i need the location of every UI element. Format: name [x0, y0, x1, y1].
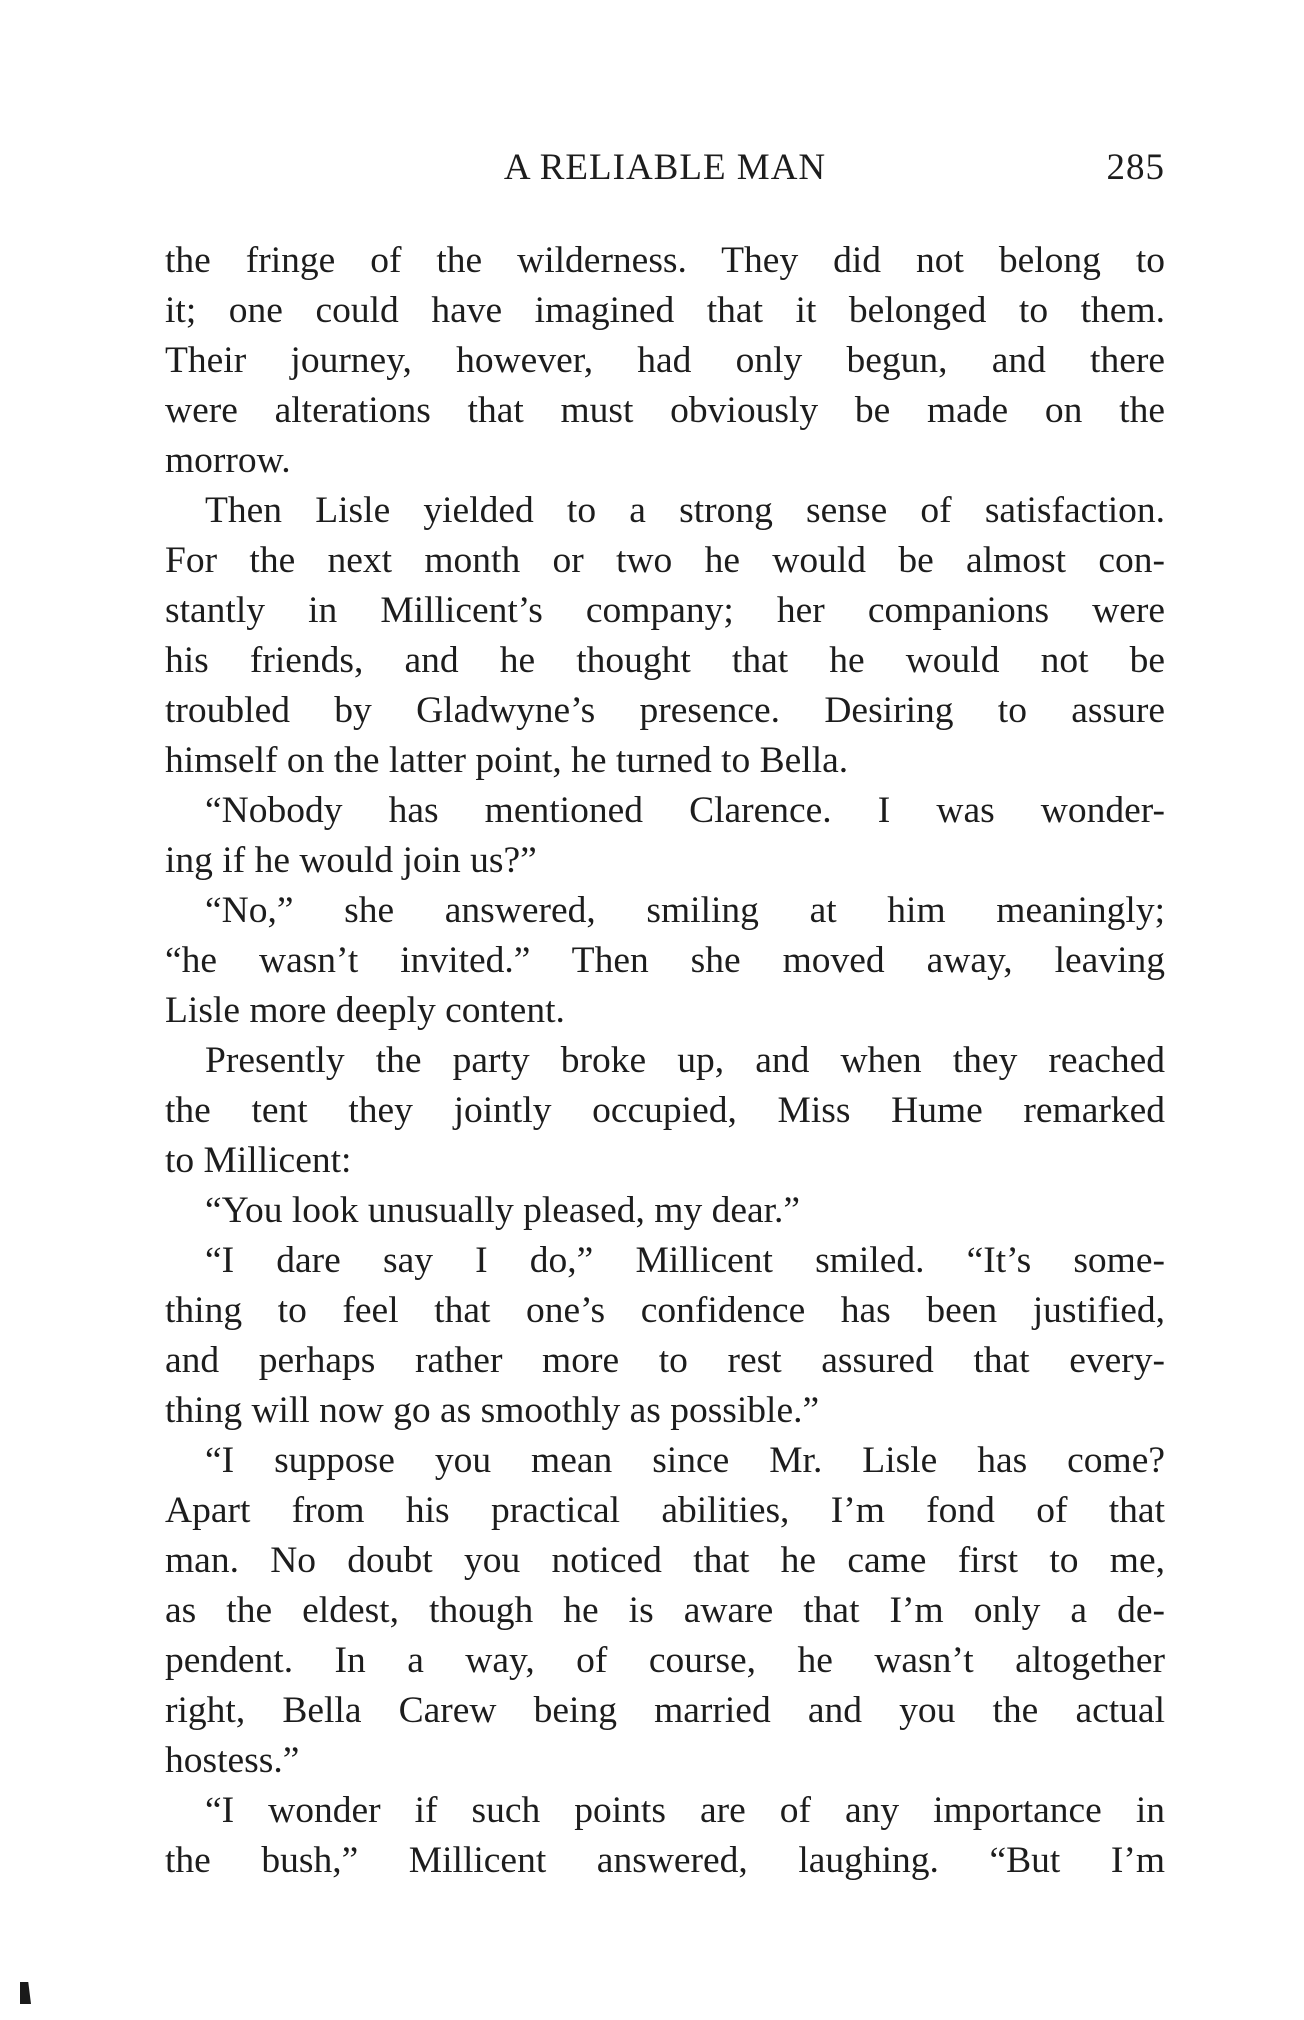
- text-line: the bush,” Millicent answered, laughing. “But I’m: [165, 1840, 1165, 1881]
- scan-mark-icon: [20, 1982, 31, 2004]
- text-line: “I suppose you mean since Mr. Lisle has come?: [205, 1440, 1165, 1481]
- text-line: “I dare say I do,” Millicent smiled. “It’s some-: [205, 1240, 1165, 1281]
- body-text: [165, 236, 1165, 1886]
- text-line: Presently the party broke up, and when they reached: [205, 1040, 1165, 1081]
- running-header: [165, 146, 1165, 194]
- text-line: troubled by Gladwyne’s presence. Desiring to assure: [165, 690, 1165, 731]
- text-line: the tent they jointly occupied, Miss Hume remarked: [165, 1090, 1165, 1131]
- chapter-title: A RELIABLE MAN: [503, 147, 827, 188]
- text-line: to Millicent:: [165, 1140, 352, 1181]
- text-line: and perhaps rather more to rest assured that every-: [165, 1340, 1165, 1381]
- text-line: For the next month or two he would be almost con-: [165, 540, 1165, 581]
- text-line: “Nobody has mentioned Clarence. I was wonder-: [205, 790, 1165, 831]
- text-line: morrow.: [165, 440, 291, 481]
- text-line: “You look unusually pleased, my dear.”: [205, 1190, 801, 1231]
- text-line: “I wonder if such points are of any importance in: [205, 1790, 1165, 1831]
- text-line: Their journey, however, had only begun, and there: [165, 340, 1165, 381]
- text-line: stantly in Millicent’s company; her companions were: [165, 590, 1165, 631]
- text-line: himself on the latter point, he turned to Bella.: [165, 740, 849, 781]
- text-line: right, Bella Carew being married and you the actual: [165, 1690, 1165, 1731]
- text-line: his friends, and he thought that he would not be: [165, 640, 1165, 681]
- text-line: “he wasn’t invited.” Then she moved away, leaving: [165, 940, 1165, 981]
- text-line: Lisle more deeply content.: [165, 990, 565, 1031]
- text-line: Apart from his practical abilities, I’m fond of that: [165, 1490, 1165, 1531]
- text-line: pendent. In a way, of course, he wasn’t altogether: [165, 1640, 1165, 1681]
- text-line: Then Lisle yielded to a strong sense of satisfaction.: [205, 490, 1165, 531]
- text-line: hostess.”: [165, 1740, 300, 1781]
- text-line: the fringe of the wilderness. They did not belong to: [165, 240, 1165, 281]
- page-number: 285: [1106, 147, 1165, 188]
- text-line: it; one could have imagined that it belonged to them.: [165, 290, 1165, 331]
- text-line: as the eldest, though he is aware that I’m only a de-: [165, 1590, 1165, 1631]
- text-line: ing if he would join us?”: [165, 840, 537, 881]
- text-line: “No,” she answered, smiling at him meaningly;: [205, 890, 1165, 931]
- text-line: were alterations that must obviously be made on the: [165, 390, 1165, 431]
- text-line: man. No doubt you noticed that he came first to me,: [165, 1540, 1165, 1581]
- text-line: thing will now go as smoothly as possible.”: [165, 1390, 820, 1431]
- text-line: thing to feel that one’s confidence has been justified,: [165, 1290, 1165, 1331]
